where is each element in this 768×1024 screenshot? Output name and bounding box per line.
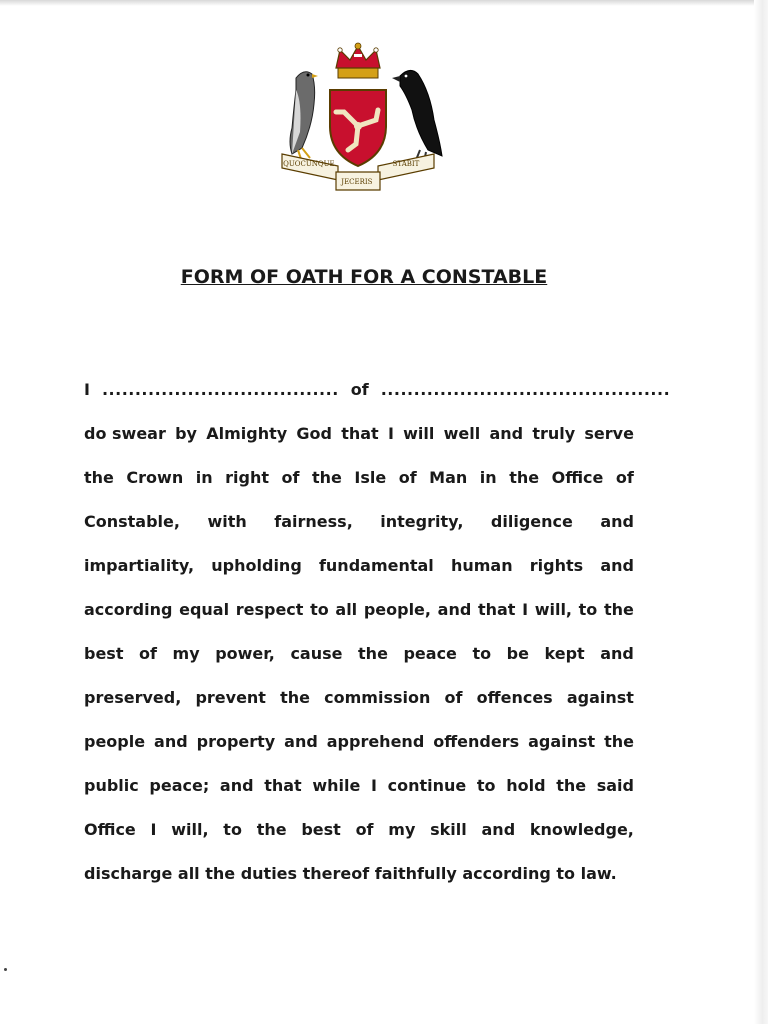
oath-word: and: [154, 732, 188, 751]
oath-word: to: [578, 600, 598, 619]
oath-word: Isle: [354, 468, 387, 487]
oath-word: to: [472, 644, 492, 663]
oath-word: public: [84, 776, 139, 795]
oath-word: of: [615, 468, 634, 487]
oath-word: of: [444, 688, 463, 707]
oath-word: best: [301, 820, 341, 839]
oath-line: [84, 600, 634, 644]
oath-word: Constable,: [84, 512, 180, 531]
oath-word: continue: [387, 776, 467, 795]
oath-word: that: [477, 600, 516, 619]
oath-word: serve: [584, 424, 634, 443]
oath-word: fundamental: [318, 556, 434, 575]
oath-word: and: [600, 556, 634, 575]
oath-word: impartiality,: [84, 556, 195, 575]
oath-word: and: [600, 644, 634, 663]
oath-line: [84, 644, 634, 688]
oath-body: [84, 424, 634, 864]
oath-word: apprehend: [326, 732, 425, 751]
raven-icon: [392, 70, 442, 162]
oath-line: [84, 776, 634, 820]
pronoun-i: I: [84, 380, 90, 399]
oath-word: will: [403, 424, 435, 443]
oath-word: Almighty: [206, 424, 288, 443]
oath-word: diligence: [490, 512, 573, 531]
oath-word: hold: [506, 776, 546, 795]
oath-word: truly: [532, 424, 576, 443]
of-word: of: [350, 380, 369, 399]
oath-word: prevent: [195, 688, 266, 707]
oath-word: rights: [529, 556, 584, 575]
shield-icon: [330, 90, 386, 166]
isle-of-man-coat-of-arms-icon: [262, 42, 452, 200]
oath-word: to: [310, 600, 329, 619]
oath-word: power,: [215, 644, 275, 663]
oath-word: and: [600, 512, 634, 531]
oath-word: skill: [430, 820, 467, 839]
oath-word: knowledge,: [529, 820, 634, 839]
oath-line: [84, 468, 634, 512]
scan-edge-right: [754, 0, 768, 1024]
oath-word: the: [256, 820, 287, 839]
oath-word: that: [264, 776, 302, 795]
oath-word: peace: [403, 644, 457, 663]
oath-word: by: [175, 424, 197, 443]
oath-word: commission: [324, 688, 431, 707]
oath-word: integrity,: [380, 512, 464, 531]
oath-word: offences: [476, 688, 553, 707]
oath-word: right: [225, 468, 269, 487]
oath-line: [84, 512, 634, 556]
oath-word: of: [398, 468, 417, 487]
oath-last-line: discharge all the duties thereof faithfully according to law.: [84, 864, 617, 883]
oath-word: will,: [534, 600, 572, 619]
oath-word: and: [489, 424, 524, 443]
oath-word: according: [84, 600, 173, 619]
oath-line: [84, 820, 634, 864]
oath-line: [84, 556, 634, 600]
oath-word: my: [172, 644, 200, 663]
oath-text: [84, 380, 671, 908]
oath-word: in: [479, 468, 497, 487]
oath-word: upholding: [211, 556, 302, 575]
oath-word: and: [481, 820, 516, 839]
oath-word: preserved,: [84, 688, 182, 707]
oath-word: the: [603, 600, 634, 619]
oath-word: the: [604, 732, 634, 751]
oath-word: the: [509, 468, 540, 487]
oath-word: in: [195, 468, 213, 487]
oath-word: Office: [551, 468, 604, 487]
oath-word: Office: [84, 820, 136, 839]
oath-first-line: [84, 380, 671, 424]
oath-word: and: [284, 732, 318, 751]
oath-word: equal: [179, 600, 230, 619]
oath-word: peace;: [149, 776, 210, 795]
oath-word: the: [84, 468, 114, 487]
oath-word: with: [207, 512, 247, 531]
oath-word: the: [311, 468, 342, 487]
place-blank[interactable]: ............................................: [380, 380, 671, 399]
oath-word: Man: [429, 468, 468, 487]
oath-word: my: [388, 820, 416, 839]
name-blank[interactable]: ....................................: [101, 380, 339, 399]
oath-word: the: [280, 688, 310, 707]
oath-word: be: [506, 644, 529, 663]
oath-word: that: [341, 424, 379, 443]
oath-word: I: [371, 776, 377, 795]
oath-word: people: [84, 732, 146, 751]
oath-word: people,: [363, 600, 431, 619]
oath-word: the: [358, 644, 388, 663]
oath-word: I: [522, 600, 529, 619]
oath-word: do swear: [84, 424, 166, 443]
oath-word: and: [437, 600, 472, 619]
oath-word: of: [281, 468, 300, 487]
oath-word: the: [556, 776, 587, 795]
oath-word: fairness,: [274, 512, 353, 531]
oath-word: God: [296, 424, 332, 443]
crown-icon: [336, 43, 380, 78]
oath-word: kept: [544, 644, 585, 663]
oath-line: [84, 688, 634, 732]
oath-word: while: [312, 776, 361, 795]
oath-word: I: [150, 820, 157, 839]
oath-word: of: [139, 644, 157, 663]
motto-text: QUOCUNQUE JECERIS STABIT: [283, 160, 420, 186]
oath-word: against: [528, 732, 596, 751]
oath-word: will,: [171, 820, 209, 839]
oath-word: to: [476, 776, 496, 795]
oath-word: of: [355, 820, 374, 839]
oath-word: property: [196, 732, 276, 751]
oath-word: human: [450, 556, 513, 575]
oath-line: [84, 732, 634, 776]
oath-word: said: [596, 776, 634, 795]
oath-word: well: [443, 424, 481, 443]
oath-word: to: [223, 820, 242, 839]
oath-word: I: [387, 424, 394, 443]
oath-word: respect: [235, 600, 304, 619]
oath-word: and: [219, 776, 254, 795]
page-title: FORM OF OATH FOR A CONSTABLE: [180, 266, 548, 288]
scan-edge-top: [0, 0, 768, 6]
oath-word: offenders: [433, 732, 520, 751]
oath-word: best: [84, 644, 124, 663]
oath-word: Crown: [126, 468, 184, 487]
oath-word: all: [335, 600, 358, 619]
oath-word: against: [566, 688, 634, 707]
scan-speck: [4, 968, 7, 971]
oath-word: cause: [290, 644, 343, 663]
falcon-icon: [290, 72, 318, 162]
oath-line: [84, 424, 634, 468]
